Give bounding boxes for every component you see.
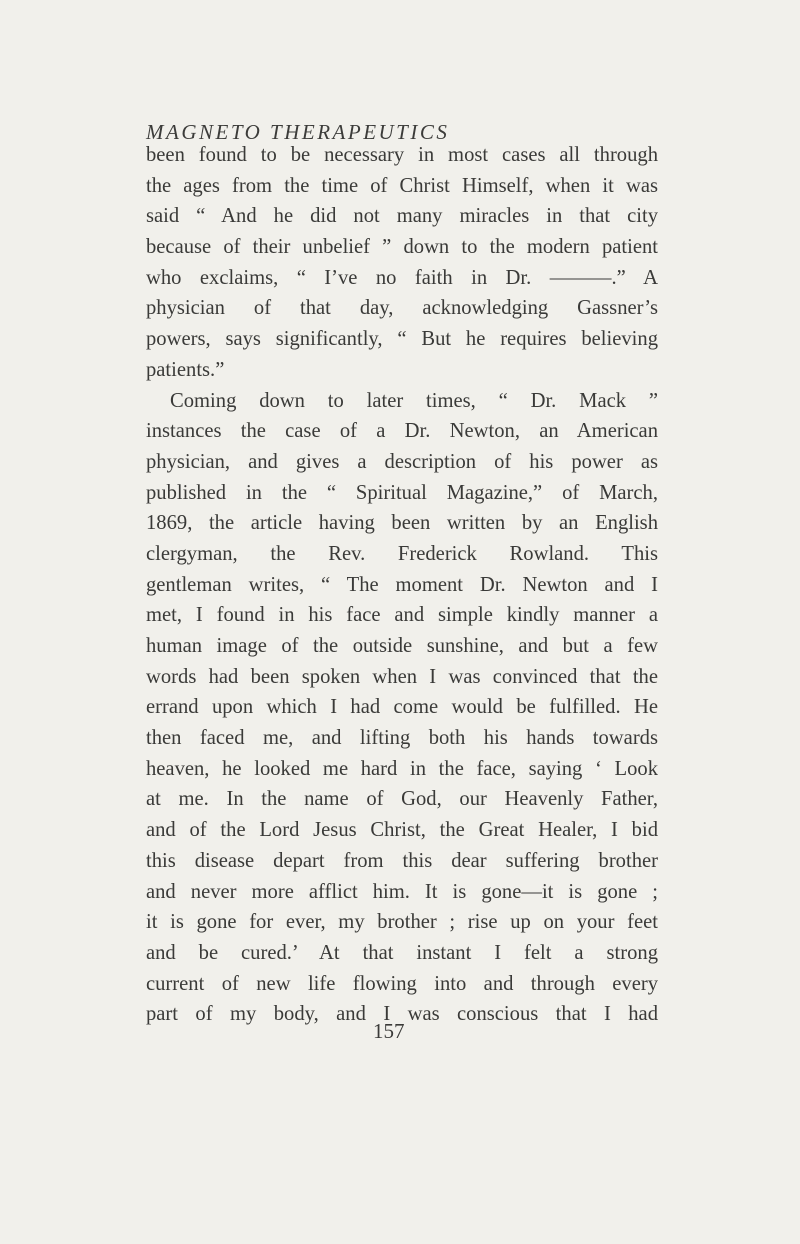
text-line: current of new life flowing into and through every [146, 972, 658, 995]
text-line: 1869, the article having been written by an English [146, 512, 658, 535]
text-line: met, I found in his face and simple kindly manner a [146, 604, 658, 627]
text-line: the ages from the time of Christ Himself, when it was [146, 174, 658, 197]
text-line: part of my body, and I was conscious that I had [146, 1003, 658, 1026]
text-line: errand upon which I had come would be fulfilled. He [146, 696, 658, 719]
text-line: clergyman, the Rev. Frederick Rowland. This [146, 542, 658, 565]
text-line: words had been spoken when I was convinced that the [146, 665, 658, 688]
text-line: heaven, he looked me hard in the face, saying ‘ Look [146, 757, 658, 780]
running-head: MAGNETO THERAPEUTICS [146, 120, 450, 144]
page-number: 157 [373, 1019, 405, 1043]
text-line: instances the case of a Dr. Newton, an American [146, 420, 658, 443]
body-text [146, 140, 658, 1030]
text-line: and never more afflict him. It is gone—it is gone ; [146, 880, 658, 903]
text-line: gentleman writes, “ The moment Dr. Newton and I [146, 573, 658, 596]
text-line: powers, says significantly, “ But he requires believing [146, 328, 658, 351]
text-line: then faced me, and lifting both his hands towards [146, 727, 658, 750]
text-line: physician of that day, acknowledging Gassner’s [146, 297, 658, 320]
text-line: and of the Lord Jesus Christ, the Great Healer, I bid [146, 819, 658, 842]
text-line: physician, and gives a description of his power as [146, 450, 658, 473]
text-line: published in the “ Spiritual Magazine,” of March, [146, 481, 658, 504]
text-line: patients.” [146, 358, 225, 381]
text-line: said “ And he did not many miracles in that city [146, 205, 658, 228]
text-line: human image of the outside sunshine, and but a few [146, 635, 658, 657]
text-line: and be cured.’ At that instant I felt a strong [146, 941, 658, 964]
text-line: at me. In the name of God, our Heavenly Father, [146, 788, 658, 811]
text-line: because of their unbelief ” down to the modern patient [146, 236, 658, 259]
text-line: this disease depart from this dear suffering brother [146, 849, 658, 872]
text-line: who exclaims, “ I’ve no faith in Dr. ———.” A [146, 266, 658, 289]
text-line: Coming down to later times, “ Dr. Mack ” [170, 389, 658, 412]
text-line: been found to be necessary in most cases all through [146, 144, 658, 166]
text-line: it is gone for ever, my brother ; rise up on your feet [146, 911, 658, 934]
